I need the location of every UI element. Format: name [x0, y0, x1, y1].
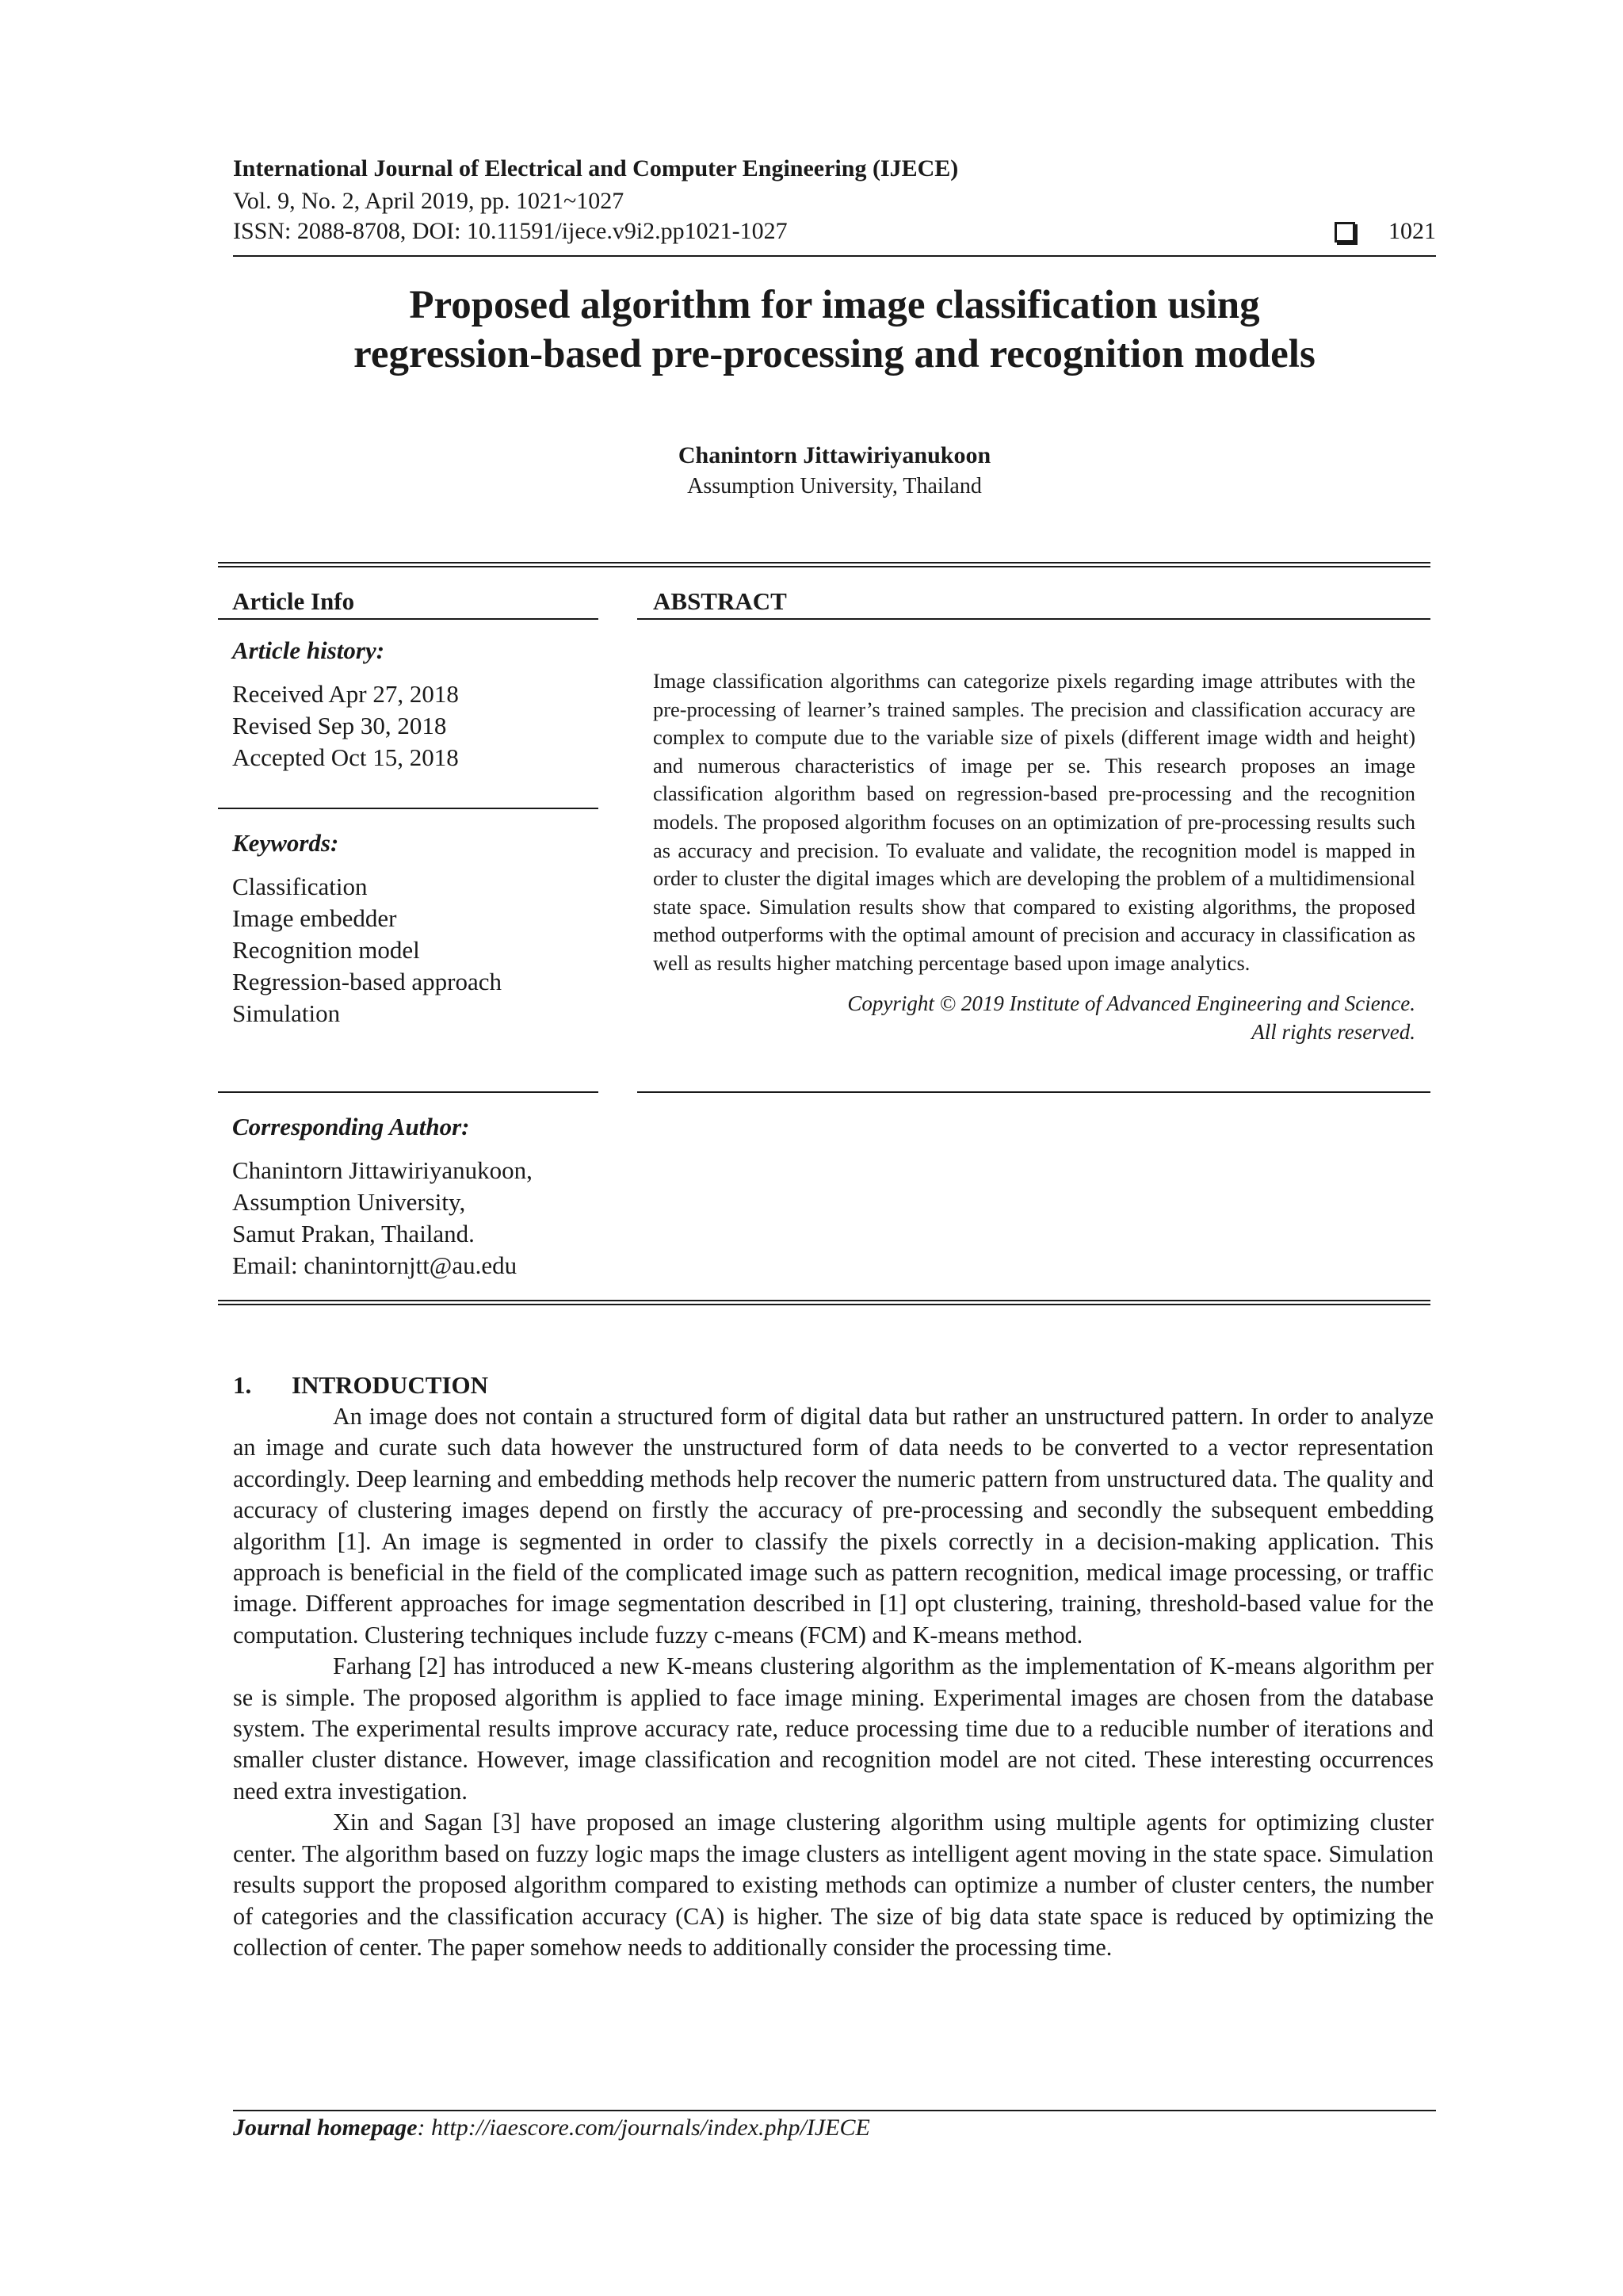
corresponding-top-rule	[218, 1091, 598, 1093]
article-info-rule	[218, 618, 598, 620]
corresponding-author-heading: Corresponding Author:	[232, 1113, 470, 1140]
title-line-2: regression-based pre-processing and recognition models	[353, 332, 1316, 376]
corresponding-university: Assumption University,	[232, 1188, 466, 1216]
journal-homepage-link[interactable]: : http://iaescore.com/journals/index.php/IJECE	[417, 2115, 870, 2141]
keyword-item: Classification	[232, 873, 368, 900]
body-paragraph: Xin and Sagan [3] have proposed an image clustering algorithm using multiple agents for optimizing cluster center. The algorithm based on fuzzy logic maps the image clusters as intelligent agent moving in the state space. Simulation results support the proposed algorithm compared to existing methods can optimize a number of cluster centers, the number of categories and the classification accuracy (CA) is higher. The size of big data state space is reduced by optimizing the collection of center. The paper somehow needs to additionally consider the processing time.	[233, 1809, 1434, 1961]
title-line-1: Proposed algorithm for image classification using	[409, 283, 1260, 327]
history-revised: Revised Sep 30, 2018	[232, 712, 447, 739]
history-received: Received Apr 27, 2018	[232, 680, 459, 708]
article-history-heading: Article history:	[232, 636, 385, 664]
footer-rule	[233, 2110, 1436, 2111]
article-history-list	[232, 678, 597, 774]
page-indicator	[1335, 216, 1436, 246]
journal-name: International Journal of Electrical and Computer Engineering (IJECE)	[233, 155, 959, 181]
abstract-bottom-rule	[637, 1091, 1430, 1093]
section-title: INTRODUCTION	[292, 1371, 489, 1399]
keyword-item: Simulation	[232, 999, 341, 1027]
journal-volume: Vol. 9, No. 2, April 2019, pp. 1021~1027	[233, 188, 624, 214]
square-bullet-icon	[1335, 222, 1355, 243]
issn-row	[233, 216, 1436, 246]
corresponding-email: Email: chanintornjtt@au.edu	[232, 1251, 517, 1279]
paper-title	[233, 281, 1436, 379]
history-accepted: Accepted Oct 15, 2018	[232, 743, 459, 771]
abstract-heading: ABSTRACT	[653, 587, 787, 615]
info-box-bottom-rule	[218, 1300, 1430, 1305]
copyright-line-1: Copyright © 2019 Institute of Advanced Engineering and Science.	[847, 991, 1415, 1015]
author-affiliation: Assumption University, Thailand	[687, 474, 982, 499]
keyword-item: Regression-based approach	[232, 968, 502, 995]
keyword-item: Image embedder	[232, 904, 397, 932]
corresponding-location: Samut Prakan, Thailand.	[232, 1220, 475, 1247]
corresponding-name: Chanintorn Jittawiriyanukoon,	[232, 1156, 533, 1184]
issn-doi: ISSN: 2088-8708, DOI: 10.11591/ijece.v9i2.pp1021-1027	[233, 218, 788, 244]
copyright-notice	[653, 989, 1415, 1046]
footer-label: Journal homepage	[233, 2115, 418, 2141]
corresponding-author-section	[232, 1112, 597, 1282]
page-number: 1021	[1388, 218, 1436, 244]
journal-homepage-footer	[233, 2113, 870, 2143]
article-info-heading: Article Info	[232, 587, 355, 615]
keyword-item: Recognition model	[232, 936, 420, 964]
author-name: Chanintorn Jittawiriyanukoon	[678, 442, 991, 468]
keywords-list	[232, 871, 597, 1030]
corresponding-author-details	[232, 1155, 597, 1282]
header-rule	[233, 255, 1436, 257]
article-history-section	[232, 636, 597, 774]
introduction-section	[233, 1370, 1434, 1963]
section-heading	[233, 1370, 1434, 1401]
body-paragraph: An image does not contain a structured form of digital data but rather an unstructured pattern. In order to analyze an image and curate such data however the unstructured form of data needs to be converted to a vector representation accordingly. Deep learning and embedding methods help recover the numeric pattern from unstructured data. The quality and accuracy of clustering images depend on firstly the accuracy of pre-processing and secondly the subsequent embedding algorithm [1]. An image is segmented in order to classify the pixels correctly in a decision-making application. This approach is beneficial in the field of the complicated image such as pattern recognition, medical image processing, or traffic image. Different approaches for image segmentation described in [1] opt clustering, training, threshold-based value for the computation. Clustering techniques include fuzzy c-means (FCM) and K-means method.	[233, 1403, 1434, 1648]
abstract-section	[653, 586, 1415, 1046]
keywords-top-rule	[218, 808, 598, 809]
section-number: 1.	[233, 1371, 252, 1399]
info-box-top-rule	[218, 562, 1430, 567]
copyright-line-2: All rights reserved.	[1251, 1019, 1415, 1044]
abstract-text: Image classification algorithms can categorize pixels regarding image attributes with the pre-processing of learner’s trained samples. The precision and classification accuracy are complex to compute due to the variable size of pixels (different image width and height) and numerous characteristics of image per se. This research proposes an image classification algorithm based on regression-based pre-processing and the recognition models. The proposed algorithm focuses on an optimization of pre-processing results such as accuracy and precision. To evaluate and validate, the recognition model is mapped in order to cluster the digital images which are developing the problem of a multidimensional state space. Simulation results show that compared to existing algorithms, the proposed method outperforms with the optimal amount of precision and accuracy in classification as well as results higher matching percentage based upon image analytics.	[653, 669, 1415, 975]
keywords-section	[232, 828, 597, 1030]
article-info-section	[232, 586, 597, 617]
body-paragraph: Farhang [2] has introduced a new K-means clustering algorithm as the implementation of K-means algorithm per se is simple. The proposed algorithm is applied to face image mining. Experimental images are chosen from the database system. The experimental results improve accuracy rate, reduce processing time due to a reducible number of iterations and smaller cluster distance. However, image classification and recognition model are not cited. These interesting occurrences need extra investigation.	[233, 1652, 1434, 1805]
keywords-heading: Keywords:	[232, 829, 339, 857]
